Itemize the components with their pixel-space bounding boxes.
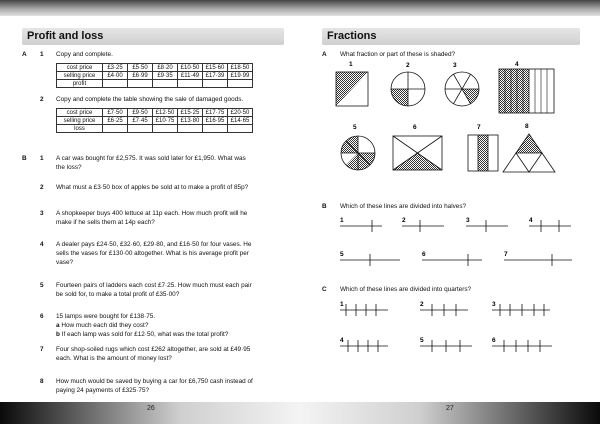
table-cell <box>203 125 228 133</box>
shape-rectangle-diagonals <box>393 136 442 170</box>
row-label: selling price <box>57 117 103 125</box>
table-cell: £11·49 <box>178 72 203 80</box>
question-number: 6 <box>40 313 44 320</box>
halves-lines <box>322 210 580 268</box>
table-cell: £20·50 <box>228 109 253 117</box>
question-text: Which of these lines are divided into halves? <box>340 203 467 210</box>
table-cell <box>153 80 178 88</box>
row-label: loss <box>57 125 103 133</box>
shape-square-half <box>336 72 368 106</box>
question-text: Copy and complete the table showing the sale of damaged goods. <box>56 96 244 103</box>
question-number: 2 <box>40 184 44 191</box>
line-label: 6 <box>492 337 496 344</box>
table-cell: £9·50 <box>128 109 153 117</box>
shape-label: 5 <box>353 124 357 131</box>
row-label: selling price <box>57 72 103 80</box>
table-cell <box>228 80 253 88</box>
question-number: 3 <box>40 210 44 217</box>
line-label: 3 <box>492 301 496 308</box>
bottom-gradient-bar <box>0 402 600 424</box>
table-cell: £17·39 <box>203 72 228 80</box>
table-row <box>57 72 253 80</box>
loss-table <box>56 108 253 133</box>
table-cell: £16·95 <box>203 117 228 125</box>
table-cell: £7·45 <box>128 117 153 125</box>
table-cell <box>228 125 253 133</box>
shape-label: 2 <box>406 62 410 69</box>
table-cell: £7·50 <box>103 109 128 117</box>
line-label: 5 <box>340 251 344 258</box>
line-label: 2 <box>420 301 424 308</box>
table-cell: £15·25 <box>178 109 203 117</box>
table-row <box>57 80 253 88</box>
shape-triangle-quarters <box>503 134 555 172</box>
line-label: 2 <box>402 217 406 224</box>
line-label: 4 <box>340 337 344 344</box>
question-text: 15 lamps were bought for £138·75. <box>56 313 156 320</box>
shape-circle-sixths <box>445 72 479 106</box>
table-cell: £5·50 <box>128 64 153 72</box>
question-text: What must a £3·50 box of apples be sold at to make a profit of 85p? <box>56 184 249 191</box>
top-gradient-bar <box>0 0 600 16</box>
table-cell: £14·65 <box>228 117 253 125</box>
line-label: 5 <box>420 337 424 344</box>
question-number: 1 <box>40 155 44 162</box>
row-label: profit <box>57 80 103 88</box>
table-cell: £13·80 <box>178 117 203 125</box>
line-label: 1 <box>340 217 344 224</box>
question-text: A shopkeeper buys 400 lettuce at 11p each. How much profit will he <box>56 210 248 217</box>
question-number: 5 <box>40 282 44 289</box>
section-letter: C <box>322 286 327 293</box>
question-text: each. What is the amount of money lost? <box>56 355 172 362</box>
table-cell <box>178 125 203 133</box>
line-label: 1 <box>340 301 344 308</box>
table-row <box>57 117 253 125</box>
table-cell: £15·60 <box>203 64 228 72</box>
question-text: the loss? <box>56 164 82 171</box>
shape-label: 8 <box>525 123 529 130</box>
question-text: A car was bought for £2,575. It was sold later for £1,950. What was <box>56 155 246 162</box>
row-label: cost price <box>57 109 103 117</box>
question-number: 8 <box>40 378 44 385</box>
question-text: Copy and complete. <box>56 51 113 58</box>
shape-rectangle-strips <box>499 69 554 113</box>
question-text: make if he sells them at 14p each? <box>56 219 155 226</box>
section-letter: A <box>22 51 27 58</box>
question-text: vase? <box>56 259 74 266</box>
shape-rectangle-thirds <box>468 135 498 171</box>
table-cell: £10·50 <box>178 64 203 72</box>
fraction-shapes <box>322 58 580 208</box>
question-text: be sold for, to make a total profit of £35·00? <box>56 291 180 298</box>
shape-label: 7 <box>477 124 481 131</box>
section-letter: B <box>322 203 327 210</box>
row-label: cost price <box>57 64 103 72</box>
table-cell <box>103 80 128 88</box>
profit-table <box>56 63 253 88</box>
question-number: 1 <box>40 51 44 58</box>
question-part <box>56 322 148 330</box>
question-number: 7 <box>40 346 44 353</box>
table-cell: £9·35 <box>153 72 178 80</box>
table-cell: £3·25 <box>103 64 128 72</box>
page-title-profit-loss: Profit and loss <box>22 28 284 45</box>
question-part <box>56 331 228 339</box>
page-number-left: 26 <box>147 405 155 412</box>
table-cell: £18·50 <box>228 64 253 72</box>
line-label: 3 <box>466 217 470 224</box>
table-cell: £17·75 <box>203 109 228 117</box>
question-text: paying 24 payments of £325·75? <box>56 387 150 394</box>
shape-circle-eighths <box>341 136 375 170</box>
table-cell: £10·75 <box>153 117 178 125</box>
line-label: 6 <box>422 251 426 258</box>
right-page <box>322 28 580 400</box>
table-cell: £12·50 <box>153 109 178 117</box>
table-cell <box>203 80 228 88</box>
table-cell <box>128 125 153 133</box>
section-letter: B <box>22 155 27 162</box>
question-text: Which of these lines are divided into quarters? <box>340 286 472 293</box>
question-text: What fraction or part of these is shaded? <box>340 51 456 58</box>
line-label: 7 <box>504 251 508 258</box>
question-text: sells the vases for £130·00 altogether. What is his average profit per <box>56 250 249 257</box>
part-letter: b <box>56 331 60 338</box>
page-number-right: 27 <box>446 405 454 412</box>
part-letter: a <box>56 322 60 329</box>
left-page <box>22 28 284 400</box>
table-cell: £19·99 <box>228 72 253 80</box>
table-cell <box>153 125 178 133</box>
table-cell <box>103 125 128 133</box>
table-cell <box>128 80 153 88</box>
table-row <box>57 109 253 117</box>
table-row <box>57 64 253 72</box>
table-row <box>57 125 253 133</box>
question-text: Fourteen pairs of ladders each cost £7·25. How much must each pair <box>56 282 252 289</box>
shape-label: 3 <box>453 62 457 69</box>
part-text: If each lamp was sold for £12·50, what was the total profit? <box>61 331 229 338</box>
table-cell: £6·99 <box>128 72 153 80</box>
part-text: How much each did they cost? <box>61 322 149 329</box>
question-text: A dealer pays £24·50, £32·60, £29·80, and £16·50 for four vases. He <box>56 241 252 248</box>
shape-label: 1 <box>349 61 353 68</box>
question-text: Four shop-soiled rugs which cost £262 altogether, are sold at £49·95 <box>56 346 251 353</box>
section-letter: A <box>322 51 327 58</box>
page-title-fractions: Fractions <box>322 28 580 45</box>
table-cell: £6·25 <box>103 117 128 125</box>
quarters-lines <box>322 294 580 356</box>
table-cell: £4·00 <box>103 72 128 80</box>
shape-circle-quarter <box>391 72 425 106</box>
question-number: 2 <box>40 96 44 103</box>
table-cell: £8·20 <box>153 64 178 72</box>
question-number: 4 <box>40 241 44 248</box>
line-label: 4 <box>529 217 533 224</box>
shape-label: 6 <box>413 124 417 131</box>
question-text: How much would be saved by buying a car for £6,750 cash instead of <box>56 378 253 385</box>
shape-label: 4 <box>515 61 519 68</box>
table-cell <box>178 80 203 88</box>
